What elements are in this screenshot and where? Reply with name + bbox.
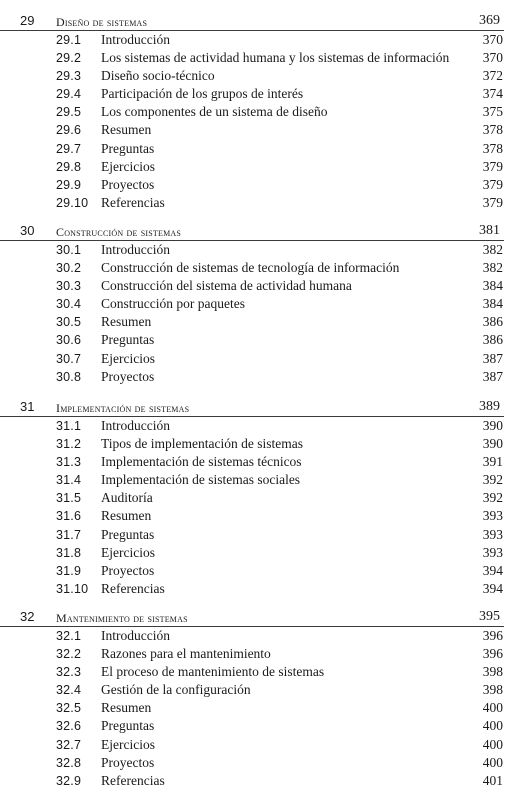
chapter-heading[interactable]: [0, 398, 504, 417]
section-title: Tipos de implementación de sistemas: [101, 436, 303, 452]
chapter-block: [0, 398, 515, 598]
toc-entry[interactable]: [0, 331, 515, 349]
chapter-heading[interactable]: [0, 12, 504, 31]
section-number: 32.1: [56, 629, 82, 643]
section-number: 29.7: [56, 141, 82, 156]
chapter-page: 381: [479, 223, 500, 238]
section-title: Resumen: [101, 508, 152, 524]
section-page: 400: [482, 736, 503, 752]
section-page: 398: [482, 682, 503, 698]
section-page: 379: [482, 158, 503, 174]
section-title: Preguntas: [101, 140, 155, 156]
chapter-heading[interactable]: [0, 222, 504, 241]
section-page: 378: [482, 122, 503, 138]
chapter-page: 389: [479, 399, 500, 414]
section-number: 29.6: [56, 123, 82, 138]
section-page: 396: [482, 646, 503, 662]
toc-entry[interactable]: [0, 49, 515, 67]
toc-entry[interactable]: [0, 103, 515, 121]
section-page: 400: [482, 754, 503, 770]
toc-entry[interactable]: [0, 489, 515, 507]
section-page: 392: [482, 490, 503, 506]
toc-entry[interactable]: [0, 717, 515, 735]
toc-entry[interactable]: [0, 526, 515, 544]
section-title: Construcción de sistemas de tecnología de información: [101, 260, 400, 276]
chapter-heading[interactable]: [0, 608, 504, 627]
section-page: 394: [482, 580, 503, 596]
section-number: 31.7: [56, 527, 82, 542]
section-page: 387: [482, 368, 503, 384]
toc-entry[interactable]: [0, 259, 515, 277]
section-title: Ejercicios: [101, 544, 155, 560]
section-number: 30.7: [56, 351, 82, 366]
section-title: Proyectos: [101, 754, 155, 770]
section-number: 30.3: [56, 279, 82, 294]
section-page: 372: [482, 68, 503, 84]
section-page: 379: [482, 176, 503, 192]
section-number: 31.8: [56, 545, 82, 560]
section-page: 374: [482, 86, 503, 102]
toc-entry[interactable]: [0, 435, 515, 453]
section-title: Razones para el mantenimiento: [101, 646, 271, 662]
section-title: Resumen: [101, 314, 152, 330]
toc-entry[interactable]: [0, 313, 515, 331]
section-page: 382: [482, 242, 503, 257]
toc-entry[interactable]: [0, 140, 515, 158]
section-title: Introducción: [101, 418, 170, 433]
section-title: Resumen: [101, 700, 152, 716]
section-page: 393: [482, 508, 503, 524]
section-title: Introducción: [101, 32, 170, 47]
section-number: 32.8: [56, 755, 82, 770]
section-page: 375: [482, 104, 503, 120]
section-page: 401: [482, 772, 503, 788]
toc-entry[interactable]: [0, 699, 515, 717]
section-title: Introducción: [101, 242, 170, 257]
section-number: 29.2: [56, 51, 82, 66]
section-number: 31.6: [56, 509, 82, 524]
section-title: Auditoría: [101, 490, 153, 506]
section-number: 30.8: [56, 369, 82, 384]
section-title: Preguntas: [101, 526, 155, 542]
toc-entry[interactable]: [0, 772, 515, 790]
section-number: 29.9: [56, 177, 82, 192]
section-title: Diseño socio-técnico: [101, 68, 215, 84]
toc-entry[interactable]: [0, 368, 515, 386]
toc-entry[interactable]: [0, 681, 515, 699]
chapter-title: Construcción de sistemas: [56, 225, 182, 239]
section-number: 31.5: [56, 491, 82, 506]
section-title: Participación de los grupos de interés: [101, 86, 304, 102]
section-title: Ejercicios: [101, 350, 155, 366]
toc-entry[interactable]: [0, 417, 515, 435]
section-title: Gestión de la configuración: [101, 682, 251, 698]
section-page: 390: [482, 418, 503, 433]
toc-entry[interactable]: [0, 67, 515, 85]
section-page: 393: [482, 544, 503, 560]
section-title: Construcción del sistema de actividad humana: [101, 278, 352, 294]
chapter-number: 31: [20, 399, 35, 414]
section-title: Los sistemas de actividad humana y los sistemas de información: [101, 50, 450, 66]
chapter-block: [0, 12, 515, 212]
section-number: 32.4: [56, 683, 82, 698]
section-number: 29.1: [56, 33, 82, 47]
chapter-title: Diseño de sistemas: [56, 15, 148, 29]
section-page: 391: [482, 454, 503, 470]
chapter-number: 29: [20, 13, 35, 28]
section-page: 393: [482, 526, 503, 542]
section-title: Resumen: [101, 122, 152, 138]
toc-entry[interactable]: [0, 121, 515, 139]
chapter-number: 32: [20, 609, 35, 624]
toc-entry[interactable]: [0, 663, 515, 681]
section-title: Construcción por paquetes: [101, 296, 245, 312]
section-number: 31.1: [56, 419, 82, 433]
chapter-block: [0, 608, 515, 790]
toc-entry[interactable]: [0, 471, 515, 489]
toc-entry[interactable]: [0, 627, 515, 645]
section-page: 370: [482, 50, 503, 66]
section-page: 398: [482, 664, 503, 680]
section-number: 29.10: [56, 195, 89, 210]
section-title: Proyectos: [101, 368, 155, 384]
toc-entry[interactable]: [0, 277, 515, 295]
section-page: 390: [482, 436, 503, 452]
section-number: 30.4: [56, 297, 82, 312]
section-title: Referencias: [101, 772, 165, 788]
section-title: Proyectos: [101, 562, 155, 578]
section-title: Implementación de sistemas sociales: [101, 472, 301, 488]
section-number: 32.3: [56, 665, 82, 680]
toc-entry[interactable]: [0, 754, 515, 772]
section-page: 386: [482, 332, 503, 348]
chapter-page: 369: [479, 13, 500, 28]
section-number: 30.6: [56, 333, 82, 348]
section-page: 396: [482, 628, 503, 643]
chapter-title: Mantenimiento de sistemas: [56, 611, 188, 625]
toc-entry[interactable]: [0, 453, 515, 471]
section-number: 31.9: [56, 563, 82, 578]
section-title: Implementación de sistemas técnicos: [101, 454, 302, 470]
section-number: 32.9: [56, 773, 82, 788]
toc-entry[interactable]: [0, 241, 515, 259]
toc-entry[interactable]: [0, 194, 515, 212]
toc-entry[interactable]: [0, 350, 515, 368]
chapter-block: [0, 222, 515, 386]
section-page: 392: [482, 472, 503, 488]
toc-entry[interactable]: [0, 580, 515, 598]
section-number: 32.5: [56, 701, 82, 716]
section-page: 379: [482, 194, 503, 210]
section-title: Preguntas: [101, 718, 155, 734]
toc-entry[interactable]: [0, 85, 515, 103]
section-number: 29.4: [56, 87, 82, 102]
toc-entry[interactable]: [0, 176, 515, 194]
section-number: 31.3: [56, 455, 82, 470]
toc-entry[interactable]: [0, 158, 515, 176]
section-number: 31.10: [56, 581, 89, 596]
chapter-title: Implementación de sistemas: [56, 401, 190, 415]
section-title: El proceso de mantenimiento de sistemas: [101, 664, 325, 680]
section-number: 30.1: [56, 243, 82, 257]
section-title: Referencias: [101, 194, 165, 210]
toc-entry[interactable]: [0, 645, 515, 663]
section-number: 32.6: [56, 719, 82, 734]
toc-entry[interactable]: [0, 544, 515, 562]
section-number: 29.5: [56, 105, 82, 120]
section-number: 32.7: [56, 737, 82, 752]
section-number: 29.3: [56, 69, 82, 84]
section-title: Ejercicios: [101, 736, 155, 752]
section-number: 30.2: [56, 261, 82, 276]
section-page: 370: [482, 32, 503, 47]
section-title: Los componentes de un sistema de diseño: [101, 104, 328, 120]
section-page: 386: [482, 314, 503, 330]
section-page: 400: [482, 718, 503, 734]
section-page: 382: [482, 260, 503, 276]
section-number: 29.8: [56, 159, 82, 174]
section-page: 384: [482, 278, 503, 294]
section-page: 384: [482, 296, 503, 312]
section-number: 31.2: [56, 437, 82, 452]
toc-entry[interactable]: [0, 507, 515, 525]
section-title: Referencias: [101, 580, 165, 596]
section-title: Introducción: [101, 628, 170, 643]
section-page: 394: [482, 562, 503, 578]
section-title: Ejercicios: [101, 158, 155, 174]
section-number: 32.2: [56, 647, 82, 662]
toc-entry[interactable]: [0, 295, 515, 313]
toc-entry[interactable]: [0, 562, 515, 580]
toc-entry[interactable]: [0, 736, 515, 754]
section-title: Proyectos: [101, 176, 155, 192]
section-page: 378: [482, 140, 503, 156]
section-page: 387: [482, 350, 503, 366]
section-title: Preguntas: [101, 332, 155, 348]
chapter-number: 30: [20, 223, 35, 238]
section-page: 400: [482, 700, 503, 716]
section-number: 30.5: [56, 315, 82, 330]
toc-entry[interactable]: [0, 31, 515, 49]
chapter-page: 395: [479, 609, 500, 624]
section-number: 31.4: [56, 473, 82, 488]
